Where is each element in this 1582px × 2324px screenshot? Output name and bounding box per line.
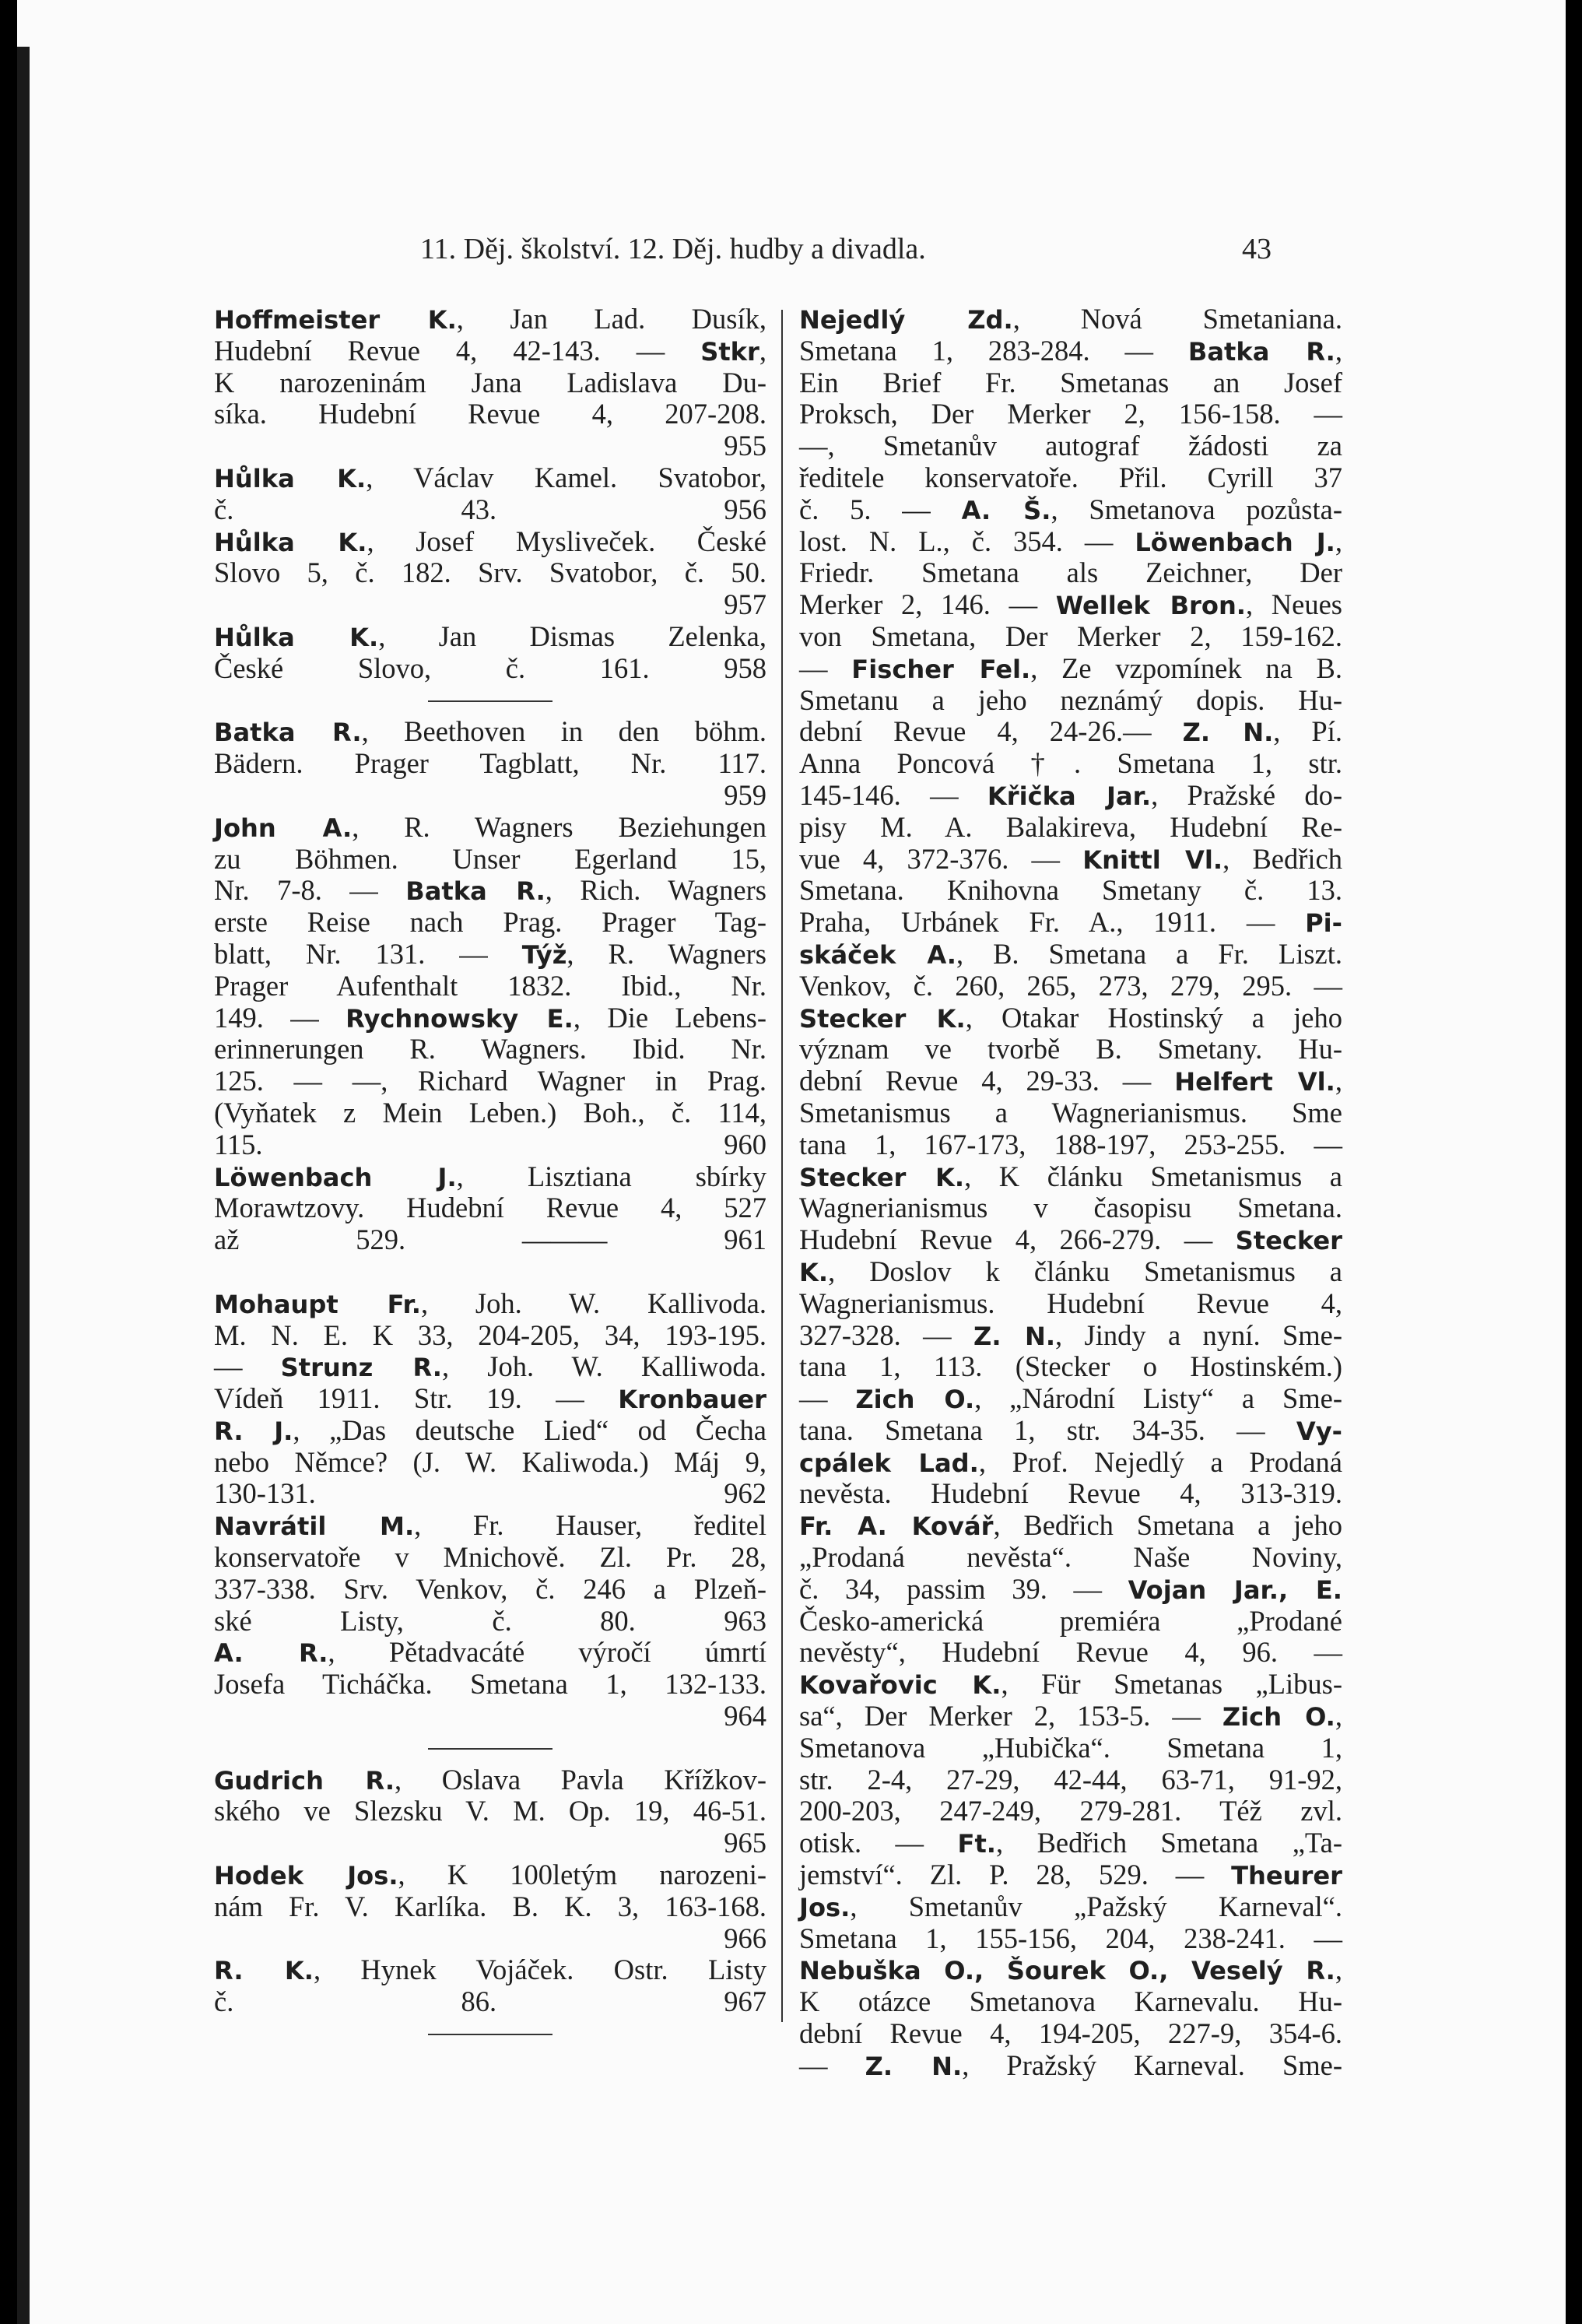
- text-line: [799, 1161, 1342, 1193]
- text-run: , Joh. W. Kallivoda.: [420, 1287, 767, 1319]
- column-divider: [781, 310, 783, 2022]
- author-name: Ft.: [957, 1829, 996, 1859]
- author-name: Löwenbach J.: [214, 1162, 457, 1192]
- text-run: (Vyňatek z Mein Leben.) Boh., č. 114,: [214, 1096, 766, 1129]
- text-run: č. 43. 956: [214, 493, 766, 525]
- text-line: [799, 1732, 1342, 1764]
- text-run: dební Revue 4, 29-33. —: [799, 1065, 1175, 1097]
- author-name: Kronbauer: [618, 1385, 766, 1415]
- text-line: [214, 1606, 766, 1638]
- text-line: [799, 335, 1342, 367]
- text-line: [214, 1478, 766, 1510]
- text-run: 957: [724, 588, 766, 621]
- author-name: Zich O.: [1222, 1702, 1335, 1732]
- text-run: , Jan Lad. Dusík,: [456, 303, 766, 335]
- text-run: Friedr. Smetana als Zeichner, Der: [799, 556, 1342, 589]
- text-line: [799, 1796, 1342, 1827]
- text-line: [799, 1701, 1342, 1732]
- text-line: [799, 1383, 1342, 1415]
- text-line: [799, 2050, 1342, 2082]
- text-line: [214, 844, 766, 876]
- text-run: 955: [724, 430, 766, 462]
- author-name: Hůlka K.: [214, 622, 379, 652]
- book-spine-shadow: [17, 47, 30, 2324]
- text-line: [799, 1669, 1342, 1701]
- text-line: [799, 1827, 1342, 1859]
- text-run: , Die Lebens-: [573, 1001, 766, 1034]
- text-run: Smetanismus a Wagnerianismus. Sme: [799, 1096, 1342, 1129]
- author-name: Hoffmeister K.: [214, 305, 457, 335]
- text-line: [214, 430, 766, 462]
- text-run: , Lisztiana sbírky: [456, 1160, 766, 1192]
- text-run: , Bedřich Smetana „Ta-: [996, 1827, 1342, 1859]
- text-run: 115. 960: [214, 1128, 766, 1160]
- text-run: , „Das deutsche Lied“ od Čecha: [293, 1413, 766, 1446]
- text-line: [799, 1986, 1342, 2018]
- text-line: [214, 1161, 766, 1193]
- header-title: 11. Děj. školství. 12. Děj. hudby a divadla.: [420, 233, 926, 265]
- text-run: 966: [724, 1922, 766, 1954]
- text-line: [799, 939, 1342, 971]
- text-line: [214, 1192, 766, 1224]
- text-line: [799, 1478, 1342, 1510]
- text-line: [799, 1320, 1342, 1352]
- text-run: Praha, Urbánek Fr. A., 1911. —: [799, 906, 1306, 939]
- text-run: , Nová Smetaniana.: [1012, 303, 1342, 335]
- text-line: [214, 939, 766, 971]
- author-name: A. R.: [214, 1638, 328, 1669]
- text-run: , Prof. Nejedlý a Prodaná: [978, 1445, 1342, 1478]
- text-line: [799, 1415, 1342, 1447]
- text-run: , „Národní Listy“ a Sme-: [974, 1382, 1342, 1415]
- text-run: ,: [1335, 334, 1342, 367]
- text-line: [214, 1034, 766, 1065]
- text-run: —: [799, 651, 852, 684]
- author-name: Batka R.: [405, 876, 545, 907]
- text-run: , Hynek Vojáček. Ostr. Listy: [313, 1954, 766, 1986]
- author-name: Týž: [521, 939, 567, 970]
- author-name: Z. N.: [865, 2051, 963, 2081]
- text-line: [799, 1129, 1342, 1161]
- text-line: [799, 1510, 1342, 1542]
- text-line: [214, 335, 766, 367]
- text-line: [214, 971, 766, 1002]
- text-line: [214, 1764, 766, 1796]
- text-line: [799, 1637, 1342, 1669]
- text-run: č. 34, passim 39. —: [799, 1572, 1128, 1605]
- text-line: [214, 1827, 766, 1859]
- text-line: [214, 1129, 766, 1161]
- text-run: 964: [724, 1700, 766, 1732]
- text-run: —: [799, 1382, 856, 1415]
- text-line: [799, 653, 1342, 685]
- text-run: Anna Poncová †. Smetana 1, str.: [799, 747, 1342, 780]
- text-line: [214, 1065, 766, 1097]
- text-run: Morawtzovy. Hudební Revue 4, 527: [214, 1192, 766, 1224]
- author-name: R. J.: [214, 1416, 293, 1446]
- text-line: [214, 494, 766, 526]
- text-run: , Bedřich: [1222, 842, 1342, 875]
- text-run: Smetana 1, 155-156, 204, 238-241. —: [799, 1922, 1342, 1954]
- text-run: Merker 2, 146. —: [799, 588, 1056, 621]
- text-run: Ein Brief Fr. Smetanas an Josef: [799, 366, 1342, 398]
- text-run: , R. Wagners Beziehungen: [352, 810, 766, 843]
- author-name: Vy-: [1296, 1416, 1342, 1446]
- text-run: , Jan Dismas Zelenka,: [378, 620, 766, 652]
- text-run: Proksch, Der Merker 2, 156-158. —: [799, 398, 1342, 430]
- text-line: [214, 304, 766, 335]
- text-line: [799, 875, 1342, 907]
- text-run: ,: [1335, 1954, 1342, 1986]
- text-line: [214, 1986, 766, 2018]
- author-name: Batka R.: [1187, 336, 1335, 367]
- author-name: Z. N.: [973, 1321, 1056, 1351]
- text-run: 130-131. 962: [214, 1477, 766, 1510]
- text-run: , Beethoven in den böhm.: [361, 715, 766, 748]
- text-line: [799, 621, 1342, 653]
- text-line: [799, 1859, 1342, 1891]
- text-run: , B. Smetana a Fr. Liszt.: [956, 937, 1343, 970]
- running-header: [17, 232, 1566, 271]
- author-name: Knittl Vl.: [1082, 844, 1223, 875]
- text-line: [799, 685, 1342, 717]
- author-name: Gudrich R.: [214, 1765, 395, 1796]
- text-line: [799, 1288, 1342, 1320]
- text-line: [799, 1574, 1342, 1606]
- text-line: [799, 1606, 1342, 1638]
- text-run: Česko-americká premiéra „Prodané: [799, 1604, 1342, 1637]
- text-run: síka. Hudební Revue 4, 207-208.: [214, 398, 766, 430]
- author-name: Křička Jar.: [987, 781, 1152, 811]
- author-name: Kovařovic K.: [799, 1670, 1001, 1701]
- left-column: [214, 304, 766, 2050]
- text-line: [214, 1097, 766, 1129]
- author-name: skáček A.: [799, 939, 956, 970]
- text-run: č. 86. 967: [214, 1985, 766, 2018]
- book-page: [17, 0, 1566, 2324]
- text-run: Smetanova „Hubička“. Smetana 1,: [799, 1731, 1342, 1764]
- text-run: Prager Aufenthalt 1832. Ibid., Nr.: [214, 969, 766, 1002]
- text-line: [799, 1891, 1342, 1923]
- author-name: Nebuška O., Šourek O., Veselý R.: [799, 1956, 1335, 1986]
- text-run: nevěsty“, Hudební Revue 4, 96. —: [799, 1636, 1342, 1669]
- text-run: Hudební Revue 4, 42-143. —: [214, 334, 701, 367]
- text-line: [214, 1288, 766, 1320]
- text-line: [799, 304, 1342, 335]
- author-name: Jos.: [799, 1892, 851, 1922]
- text-line: [214, 1542, 766, 1574]
- text-line: [214, 1954, 766, 1986]
- text-line: [214, 557, 766, 589]
- text-line: [799, 462, 1342, 494]
- text-line: [799, 1192, 1342, 1224]
- text-run: pisy M. A. Balakireva, Hudební Re-: [799, 810, 1342, 843]
- author-name: Hodek Jos.: [214, 1861, 398, 1891]
- author-name: Löwenbach J.: [1135, 527, 1335, 557]
- author-name: Rychnowsky E.: [346, 1003, 574, 1034]
- text-line: [799, 1447, 1342, 1479]
- text-line: [214, 1923, 766, 1955]
- text-run: otisk. —: [799, 1827, 958, 1859]
- text-run: M. N. E. K 33, 204-205, 34, 193-195.: [214, 1318, 766, 1351]
- text-run: , Fr. Hauser, ředitel: [414, 1509, 766, 1542]
- page-number: 43: [1242, 233, 1272, 265]
- text-line: [214, 1669, 766, 1701]
- text-run: Vídeň 1911. Str. 19. —: [214, 1382, 619, 1415]
- text-line: [214, 621, 766, 653]
- entry-separator-rule: [214, 2018, 766, 2050]
- author-name: Helfert Vl.: [1174, 1067, 1335, 1097]
- text-run: č. 5. —: [799, 493, 962, 525]
- text-run: ,: [1335, 1700, 1342, 1732]
- text-line: [799, 1923, 1342, 1955]
- text-run: zu Böhmen. Unser Egerland 15,: [214, 842, 766, 875]
- text-run: Wagnerianismus v časopisu Smetana.: [799, 1192, 1342, 1224]
- text-line: [214, 716, 766, 748]
- author-name: John A.: [214, 813, 353, 843]
- text-line: [214, 653, 766, 685]
- text-line: [799, 812, 1342, 844]
- text-run: Smetana. Knihovna Smetany č. 13.: [799, 874, 1342, 907]
- text-run: , Bedřich Smetana a jeho: [993, 1509, 1342, 1542]
- text-run: ,: [1335, 525, 1342, 557]
- text-run: tana. Smetana 1, str. 34-35. —: [799, 1413, 1296, 1446]
- text-run: 959: [724, 778, 766, 811]
- author-name: Hůlka K.: [214, 463, 367, 493]
- text-line: [214, 1510, 766, 1542]
- text-line: [214, 748, 766, 780]
- author-name: Stecker K.: [799, 1162, 965, 1192]
- author-name: cpálek Lad.: [799, 1448, 979, 1478]
- text-run: tana 1, 167-173, 188-197, 253-255. —: [799, 1128, 1342, 1160]
- text-run: , K 100letým narozeni-: [398, 1859, 766, 1891]
- text-line: [799, 1002, 1342, 1034]
- text-line: [214, 1383, 766, 1415]
- text-run: ,: [759, 334, 766, 367]
- text-line: [799, 1256, 1342, 1288]
- text-run: 337-338. Srv. Venkov, č. 246 a Plzeň-: [214, 1572, 766, 1605]
- text-run: , Pětadvacáté výročí úmrtí: [328, 1636, 767, 1669]
- text-run: , Ze vzpomínek na B.: [1030, 651, 1342, 684]
- text-run: jemství“. Zl. P. 28, 529. —: [799, 1859, 1232, 1891]
- author-name: Z. N.: [1182, 718, 1274, 748]
- text-line: [799, 748, 1342, 780]
- text-run: , R. Wagners: [567, 937, 766, 970]
- text-line: [214, 1351, 766, 1383]
- text-run: konservatoře v Mnichově. Zl. Pr. 28,: [214, 1541, 766, 1574]
- text-run: erste Reise nach Prag. Prager Tag-: [214, 906, 766, 939]
- text-run: , Rich. Wagners: [545, 874, 766, 907]
- text-run: sa“, Der Merker 2, 153-5. —: [799, 1700, 1222, 1732]
- text-line: [214, 1415, 766, 1447]
- text-run: , Pražské do-: [1151, 778, 1342, 811]
- text-run: ,: [1335, 1065, 1342, 1097]
- text-run: , Joh. W. Kalliwoda.: [442, 1350, 767, 1383]
- author-name: Batka R.: [214, 718, 362, 748]
- text-line: [214, 1574, 766, 1606]
- text-run: 965: [724, 1827, 766, 1859]
- text-run: dební Revue 4, 194-205, 227-9, 354-6.: [799, 2017, 1342, 2050]
- right-column: [799, 304, 1342, 2082]
- text-line: [799, 1764, 1342, 1796]
- text-line: [799, 716, 1342, 748]
- text-line: [799, 2018, 1342, 2050]
- text-line: [214, 1320, 766, 1352]
- text-run: , Für Smetanas „Libus-: [1001, 1668, 1342, 1701]
- text-run: 200-203, 247-249, 279-281. Též zvl.: [799, 1795, 1342, 1827]
- text-run: České Slovo, č. 161. 958: [214, 651, 766, 684]
- text-run: 145-146. —: [799, 778, 987, 811]
- text-run: nám Fr. V. Karlíka. B. K. 3, 163-168.: [214, 1890, 766, 1922]
- text-run: , Oslava Pavla Křížkov-: [395, 1763, 766, 1796]
- text-line: [799, 1954, 1342, 1986]
- text-line: [799, 589, 1342, 621]
- author-name: Pi-: [1305, 908, 1342, 939]
- text-run: 125. — —, Richard Wagner in Prag.: [214, 1065, 766, 1097]
- text-run: Hudební Revue 4, 266-279. —: [799, 1223, 1236, 1256]
- author-name: Hůlka K.: [214, 527, 367, 557]
- text-line: [799, 907, 1342, 939]
- text-line: [214, 526, 766, 558]
- author-name: A. Š.: [961, 495, 1051, 525]
- text-run: ské Listy, č. 80. 963: [214, 1604, 766, 1637]
- text-run: —: [799, 2048, 865, 2081]
- author-name: Strunz R.: [280, 1353, 443, 1383]
- text-line: [214, 780, 766, 812]
- text-run: „Prodaná nevěsta“. Naše Noviny,: [799, 1541, 1342, 1574]
- text-run: Venkov, č. 260, 265, 273, 279, 295. —: [799, 969, 1342, 1002]
- text-line: [214, 462, 766, 494]
- text-line: [214, 1447, 766, 1479]
- text-line: [214, 1796, 766, 1827]
- text-run: , Václav Kamel. Svatobor,: [366, 461, 766, 493]
- text-run: 149. —: [214, 1001, 346, 1034]
- text-line: [214, 875, 766, 907]
- text-run: Wagnerianismus. Hudební Revue 4,: [799, 1287, 1342, 1319]
- author-name: Vojan Jar., E.: [1128, 1574, 1342, 1605]
- author-name: Wellek Bron.: [1055, 591, 1247, 621]
- text-run: Smetana 1, 283-284. —: [799, 334, 1188, 367]
- text-run: 327-328. —: [799, 1318, 974, 1351]
- text-run: —: [214, 1350, 281, 1383]
- text-run: Smetanu a jeho neznámý dopis. Hu-: [799, 683, 1342, 716]
- text-line: [214, 1002, 766, 1034]
- text-run: , Smetanova pozůsta-: [1051, 493, 1342, 525]
- text-line: [214, 589, 766, 621]
- text-line: [799, 1542, 1342, 1574]
- text-line: [799, 398, 1342, 430]
- text-line: [214, 398, 766, 430]
- text-run: Josefa Ticháčka. Smetana 1, 132-133.: [214, 1668, 766, 1701]
- text-line: [214, 1701, 766, 1732]
- text-run: K narozeninám Jana Ladislava Du-: [214, 366, 766, 398]
- text-run: —, Smetanův autograf žádosti za: [799, 430, 1342, 462]
- text-line: [799, 844, 1342, 876]
- author-name: Stkr: [700, 336, 759, 367]
- text-run: str. 2-4, 27-29, 42-44, 63-71, 91-92,: [799, 1763, 1342, 1796]
- text-line: [799, 1065, 1342, 1097]
- text-line: [799, 1351, 1342, 1383]
- text-run: , Doslov k článku Smetanismus a: [828, 1255, 1342, 1287]
- text-line: [214, 1891, 766, 1923]
- author-name: Stecker: [1235, 1226, 1342, 1256]
- text-run: význam ve tvorbě B. Smetany. Hu-: [799, 1033, 1342, 1065]
- text-run: , Smetanův „Pažský Karneval“.: [850, 1890, 1342, 1922]
- text-run: Slovo 5, č. 182. Srv. Svatobor, č. 50.: [214, 556, 766, 589]
- text-run: , K článku Smetanismus a: [964, 1160, 1342, 1192]
- text-line: [214, 367, 766, 399]
- author-name: Zich O.: [855, 1385, 975, 1415]
- text-run: , Pražský Karneval. Sme-: [962, 2048, 1343, 2081]
- author-name: Fischer Fel.: [851, 654, 1031, 684]
- text-run: , Josef Mysliveček. České: [367, 525, 766, 557]
- text-run: nebo Němce? (J. W. Kaliwoda.) Máj 9,: [214, 1445, 766, 1478]
- text-run: , Otakar Hostinský a jeho: [965, 1001, 1342, 1034]
- text-run: dební Revue 4, 24-26.—: [799, 715, 1183, 748]
- text-line: [214, 812, 766, 844]
- author-name: Nejedlý Zd.: [799, 305, 1013, 335]
- text-line: [799, 430, 1342, 462]
- text-run: erinnerungen R. Wagners. Ibid. Nr.: [214, 1033, 766, 1065]
- text-run: vue 4, 372-376. —: [799, 842, 1083, 875]
- text-line: [799, 780, 1342, 812]
- blank-line: [214, 1256, 766, 1288]
- text-run: ředitele konservatoře. Přil. Cyrill 37: [799, 461, 1342, 493]
- text-line: [799, 971, 1342, 1002]
- author-name: R. K.: [214, 1956, 314, 1986]
- text-line: [214, 1637, 766, 1669]
- text-run: Nr. 7-8. —: [214, 874, 406, 907]
- text-line: [799, 526, 1342, 558]
- text-line: [799, 494, 1342, 526]
- text-line: [799, 1034, 1342, 1065]
- author-name: K.: [799, 1257, 829, 1287]
- text-run: blatt, Nr. 131. —: [214, 937, 522, 970]
- text-run: , Jindy a nyní. Sme-: [1055, 1318, 1342, 1351]
- entry-separator-rule: [214, 1732, 766, 1764]
- text-run: von Smetana, Der Merker 2, 159-162.: [799, 620, 1342, 652]
- text-line: [799, 1097, 1342, 1129]
- text-run: Bädern. Prager Tagblatt, Nr. 117.: [214, 747, 766, 780]
- text-line: [799, 557, 1342, 589]
- author-name: Stecker K.: [799, 1003, 966, 1034]
- text-run: K otázce Smetanova Karnevalu. Hu-: [799, 1985, 1342, 2018]
- text-line: [799, 367, 1342, 399]
- text-run: , Neues: [1246, 588, 1342, 621]
- text-line: [799, 1224, 1342, 1256]
- text-run: ského ve Slezsku V. M. Op. 19, 46-51.: [214, 1795, 766, 1827]
- text-run: lost. N. L., č. 354. —: [799, 525, 1135, 557]
- text-run: , Pí.: [1273, 715, 1342, 748]
- entry-separator-rule: [214, 685, 766, 717]
- text-run: až 529. ——— 961: [214, 1223, 766, 1256]
- author-name: Navrátil M.: [214, 1511, 415, 1542]
- text-line: [214, 1859, 766, 1891]
- author-name: Fr. A. Kovář: [799, 1511, 994, 1542]
- text-line: [214, 907, 766, 939]
- text-run: nevěsta. Hudební Revue 4, 313-319.: [799, 1477, 1342, 1510]
- author-name: Theurer: [1231, 1861, 1342, 1891]
- text-line: [214, 1224, 766, 1256]
- author-name: Mohaupt Fr.: [214, 1289, 421, 1319]
- text-run: tana 1, 113. (Stecker o Hostinském.): [799, 1350, 1342, 1383]
